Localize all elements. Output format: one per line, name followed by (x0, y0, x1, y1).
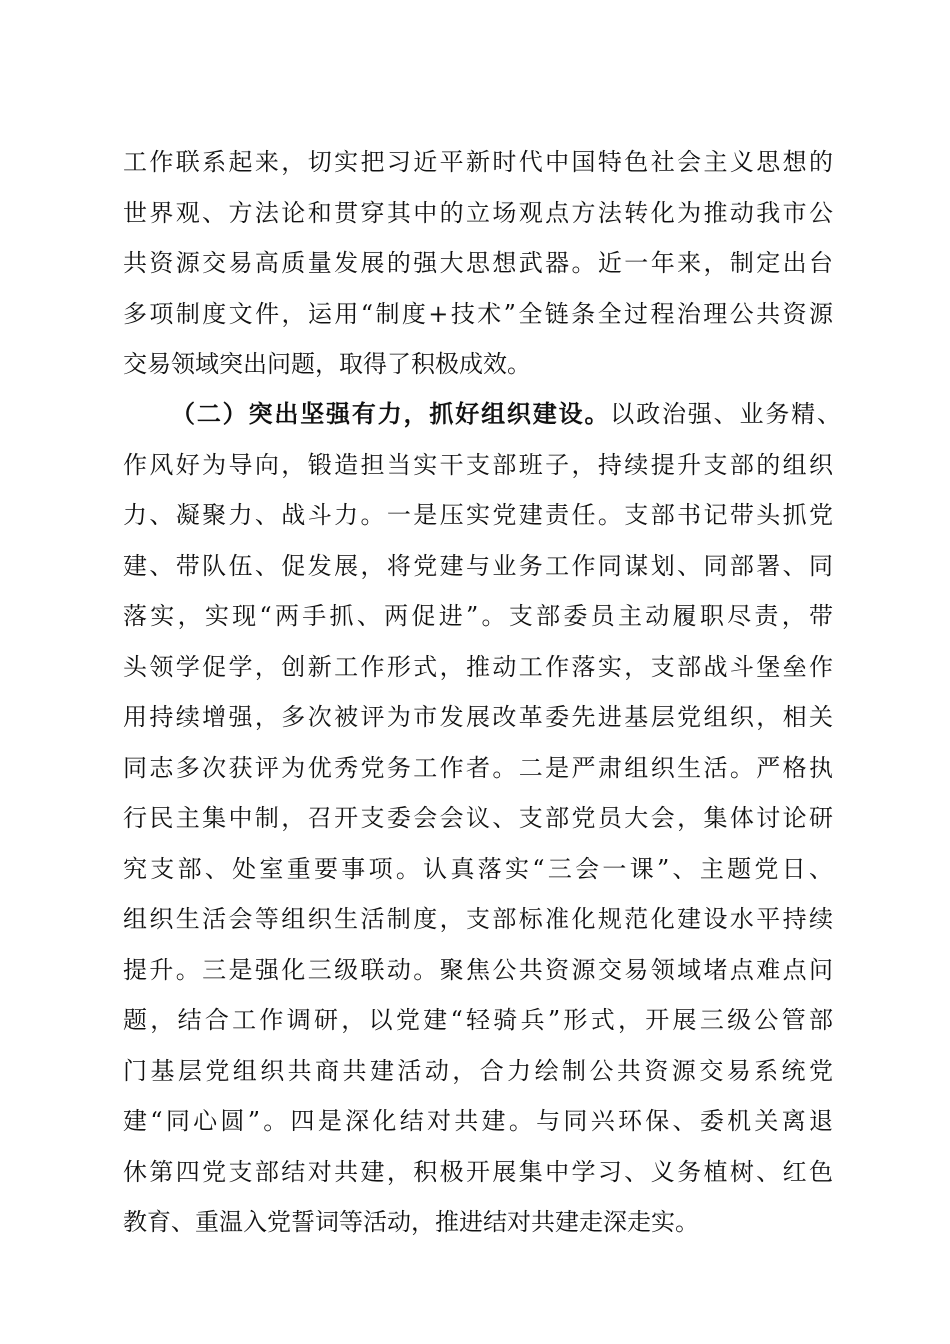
section-heading: （二）突出坚强有力，抓好组织建设。 (171, 400, 611, 428)
text-line: 多项制度文件，运用“制度+技术”全链条全过程治理公共资源 (123, 300, 833, 328)
text-line: 组织生活会等组织生活制度，支部标准化规范化建设水平持续 (123, 905, 833, 933)
text-line: 提升。三是强化三级联动。聚焦公共资源交易领域堵点难点问 (123, 956, 833, 984)
text-line: 落实，实现“两手抓、两促进”。支部委员主动履职尽责，带 (123, 602, 833, 630)
text-line: 共资源交易高质量发展的强大思想武器。近一年来，制定出台 (123, 249, 833, 277)
text-line: 建“同心圆”。四是深化结对共建。与同兴环保、委机关离退 (123, 1107, 833, 1135)
text-line: 工作联系起来，切实把习近平新时代中国特色社会主义思想的 (123, 148, 833, 176)
text-line: 交易领域突出问题，取得了积极成效。 (123, 350, 531, 378)
text-line: 同志多次获评为优秀党务工作者。二是严肃组织生活。严格执 (123, 754, 833, 782)
text-line: 休第四党支部结对共建，积极开展集中学习、义务植树、红色 (123, 1158, 833, 1186)
text-line: 教育、重温入党誓词等活动，推进结对共建走深走实。 (123, 1208, 699, 1236)
text-line: 行民主集中制，召开支委会会议、支部党员大会，集体讨论研 (123, 804, 833, 832)
text-line: 门基层党组织共商共建活动，合力绘制公共资源交易系统党 (123, 1057, 833, 1085)
text-line: 用持续增强，多次被评为市发展改革委先进基层党组织，相关 (123, 703, 833, 731)
text-line: 作风好为导向，锻造担当实干支部班子，持续提升支部的组织 (123, 451, 833, 479)
text-line: 力、凝聚力、战斗力。一是压实党建责任。支部书记带头抓党 (123, 501, 833, 529)
paragraph-first-line (171, 394, 841, 434)
text-line: 究支部、处室重要事项。认真落实“三会一课”、主题党日、 (123, 855, 833, 883)
text-line: 建、带队伍、促发展，将党建与业务工作同谋划、同部署、同 (123, 552, 833, 580)
text-line: 题，结合工作调研，以党建“轻骑兵”形式，开展三级公管部 (123, 1006, 833, 1034)
text-line: 世界观、方法论和贯穿其中的立场观点方法转化为推动我市公 (123, 199, 833, 227)
text-line: 头领学促学，创新工作形式，推动工作落实，支部战斗堡垒作 (123, 653, 833, 681)
first-line-text: 以政治强、业务精、 (610, 400, 842, 428)
